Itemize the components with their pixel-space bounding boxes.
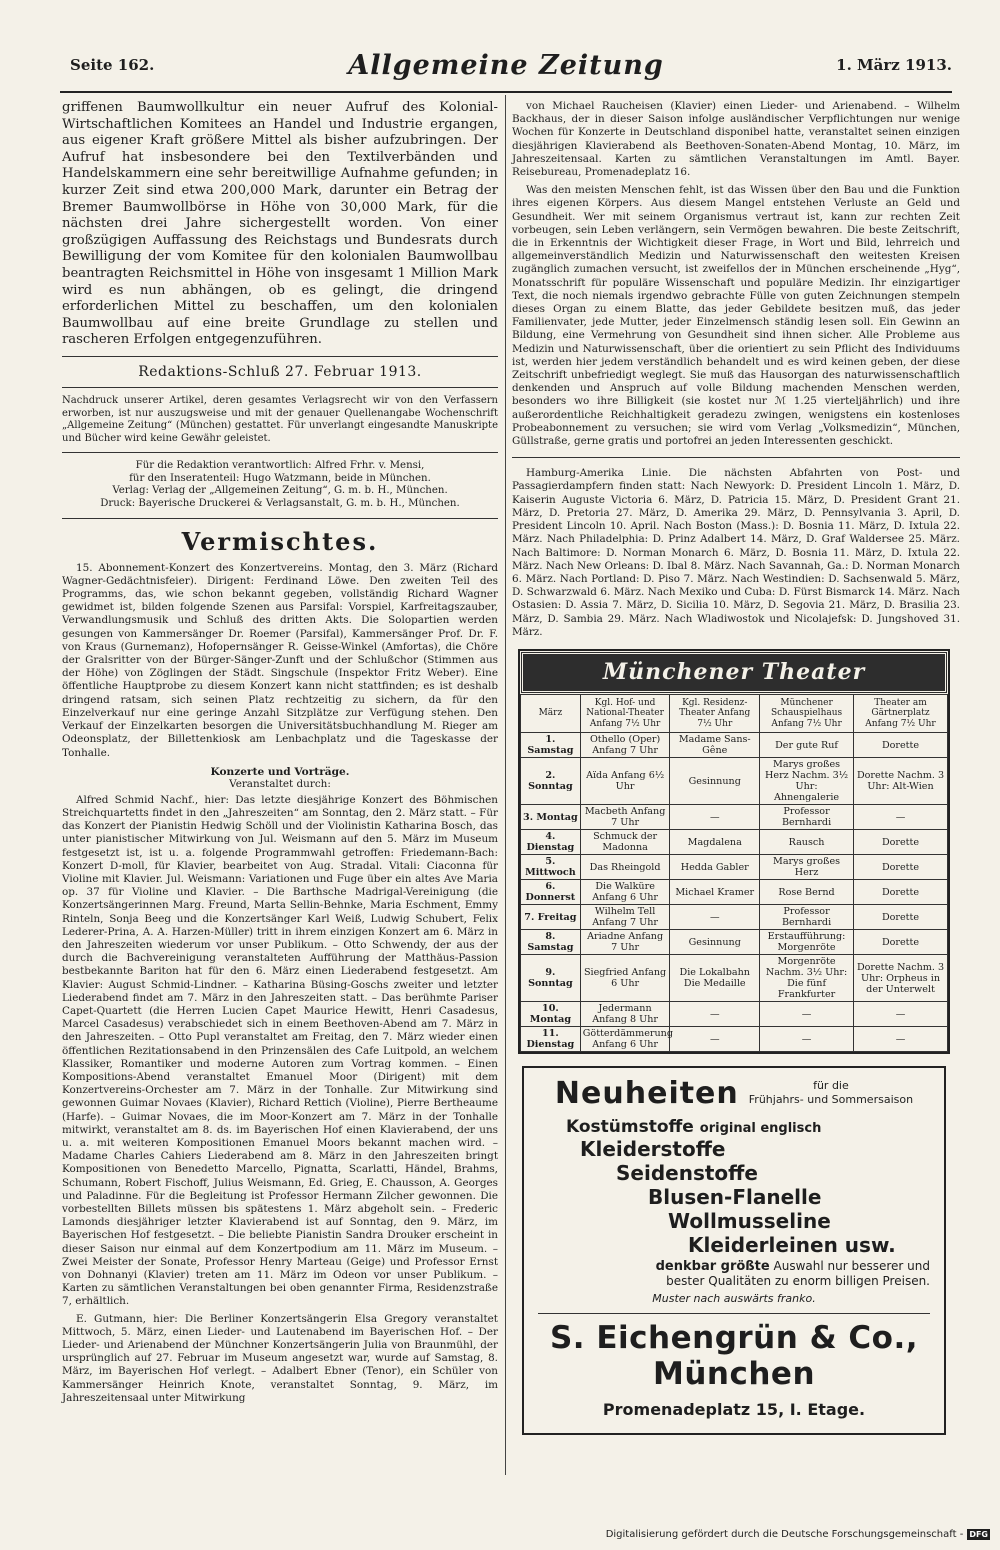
table-row xyxy=(521,930,948,955)
table-cell: — xyxy=(854,805,948,830)
ad-headline: Neuheiten xyxy=(554,1076,739,1112)
ad-item xyxy=(566,1117,930,1137)
table-cell: Erstaufführung: Morgenröte xyxy=(760,930,854,955)
day-cell: 8. Samstag xyxy=(521,930,581,955)
imprint-line: Druck: Bayerische Druckerei & Verlagsanstalt, G. m. b. H., München. xyxy=(100,498,460,510)
divider xyxy=(62,452,498,453)
day-cell: 9. Sonntag xyxy=(521,955,581,1002)
col-header: Theater am Gärtnerplatz Anfang 7½ Uhr xyxy=(854,694,948,733)
table-row xyxy=(521,805,948,830)
day-cell: 7. Freitag xyxy=(521,905,581,930)
page-header xyxy=(60,50,952,86)
table-row xyxy=(521,758,948,805)
day-cell: 4. Dienstag xyxy=(521,830,581,855)
table-row xyxy=(521,905,948,930)
day-cell: 3. Montag xyxy=(521,805,581,830)
day-cell: 5. Mittwoch xyxy=(521,855,581,880)
raucheisen-paragraph: von Michael Raucheisen (Klavier) einen Lieder- und Arienabend. – Wilhelm Backhaus, der in dieser Saison infolge ausländischer Verpflichtungen nur wenige Wochen für Konzerte in Deutschland disponibel hatte, veranstaltet seinen einzigen diesjährigen Klavierabend als Beethoven-Sonaten-Abend Montag, 10. März, im Jahreszeitensaal. Karten zu sämtlichen Veranstaltungen im Amtl. Bayer. Reisebureau, Promenadeplatz 16. xyxy=(512,100,960,179)
left-column xyxy=(62,100,498,1405)
theatre-title: Münchener Theater xyxy=(520,651,948,694)
ad-header xyxy=(538,1076,930,1111)
table-cell: Aïda Anfang 6½ Uhr xyxy=(580,758,670,805)
day-cell: 11. Dienstag xyxy=(521,1027,581,1052)
table-cell: Das Rheingold xyxy=(580,855,670,880)
ad-item: Kleiderstoffe xyxy=(580,1137,726,1162)
table-cell: Gesinnung xyxy=(670,930,760,955)
table-cell: Dorette xyxy=(854,930,948,955)
table-row xyxy=(521,855,948,880)
ad-text: bester Qualitäten zu enorm billigen Preisen. xyxy=(666,1274,930,1289)
footer-text: Digitalisierung gefördert durch die Deutsche Forschungsgemeinschaft - xyxy=(605,1529,964,1540)
divider xyxy=(62,387,498,388)
concerts-heading: Konzerte und Vorträge. xyxy=(210,765,350,778)
advertisement xyxy=(522,1066,946,1435)
table-cell: Marys großes Herz Nachm. 3½ Uhr: Ahnengalerie xyxy=(760,758,854,805)
ad-item: Blusen-Flanelle xyxy=(648,1185,822,1210)
concert-club-paragraph: 15. Abonnement-Konzert des Konzertvereins. Montag, den 3. März (Richard Wagner-Gedächtnisfeier). Dirigent: Ferdinand Löwe. Den zweiten Teil des Programms, das, wie schon bekannt gegeben, vollständig Richard Wagner gewidmet ist, bilden folgende Szenen aus Parsifal: Vorspiel, Karfreitagszauber, Verwandlungsmusik und Schluß des dritten Akts. Die Solopartien werden gesungen von Kammersänger Dr. Roemer (Parsifal), Kammersänger Prof. Dr. F. von Kraus (Gurnemanz), Hofopernsänger R. Geisse-Winkel (Amfortas), die Chöre der Gralsritter von der Bürger-Sänger-Zunft und der Schlußchor (Stimmen aus der Höhe) von Zöglingen der Städt. Singschule (Inspektor Fritz Weber). Eine öffentliche Hauptprobe zu diesem Konzert kann nicht stattfinden; es ist deshalb dringend ratsam, sich seinen Platz rechtzeitig zu sichern, da für den Einzelverkauf nur eine geringe Anzahl Sitzplätze zur Verfügung stehen. Den Verkauf der Einzelkarten besorgen die Universitätsbuchhandlung M. Rieger am Odeonsplatz, der Billettenkiosk am Lenbachplatz und die Tageskasse der Tonhalle. xyxy=(62,561,498,759)
hyg-paragraph: Was den meisten Menschen fehlt, ist das Wissen über den Bau und die Funktion ihres eigenen Körpers. Aus diesem Mangel entstehen Verluste an Geld und Gesundheit. Wer mit seinem Organismus vertraut ist, kann zur rechten Zeit vorbeugen, sein Leben verlängern, sein Vermögen bewahren. Die beste Zeitschrift, die in Erkenntnis der Wichtigkeit dieser Frage, in Wort und Bild, lehrreich und allgemeinverständlich Medizin und Naturwissenschaft den weitesten Kreisen zugänglich zumachen versucht, ist zweifellos der in München erscheinende „Hyg“, Monatsschrift für populäre Wissenschaft und populäre Medizin. Ihr einzigartiger Text, die noch niemals irgendwo gebrachte Fülle von guten Zeichnungen stempeln dieses Organ zu einem Blatte, das jeder Gebildete besitzen muß, das jeder Familienvater, jede Mutter, jeder Einzelmensch ständig lesen soll. Ein Gewinn an Bildung, eine Vermehrung von Gesundheit sind ihnen sicher. Alle Probleme aus Medizin und Naturwissenschaft, über die orientiert zu sein Pflicht des Individuums ist, werden hier jedem verständlich behandelt und es wird keinen geben, der diese Zeitschrift unbefriedigt weglegt. Sie muß das Hausorgan des naturwissenschaftlich denkenden und Anspruch auf volle Bildung machenden Menschen werden, besonders wo ihre Billigkeit (sie kostet nur ℳ 1.25 vierteljährlich) und ihre außerordentliche Reichhaltigkeit geradezu zwingen, wenigstens ein kostenloses Probeabonnement zu versuchen; sie wird vom Verlag „Volksmedizin“, München, Güllstraße, gerne gratis und portofrei an jeden Interessenten geschickt. xyxy=(512,184,960,448)
table-cell: — xyxy=(670,1027,760,1052)
table-cell: Rose Bernd xyxy=(760,880,854,905)
table-row xyxy=(521,830,948,855)
gutmann-paragraph: E. Gutmann, hier: Die Berliner Konzertsängerin Elsa Gregory veranstaltet Mittwoch, 5. März, einen Lieder- und Lautenabend im Bayerischen Hof. – Der Lieder- und Arienabend der Münchner Konzertsängerin Julia von Braunmühl, der ursprünglich auf 27. Februar im Museum angesetzt war, wurde auf Samstag, 8. März, im Bayerischen Hof verlegt. – Adalbert Ebner (Tenor), ein Schüler von Kammersänger Heinrich Knote, veranstaltet Sonntag, 9. März, im Jahreszeitensaal unter Mitwirkung xyxy=(62,1312,498,1404)
col-header: Kgl. Hof- und National-Theater Anfang 7½ Uhr xyxy=(580,694,670,733)
col-header: März xyxy=(521,694,581,733)
divider xyxy=(62,518,498,519)
table-cell: Dorette xyxy=(854,855,948,880)
page-number: Seite 162. xyxy=(70,56,155,74)
table-cell: Dorette Nachm. 3 Uhr: Alt-Wien xyxy=(854,758,948,805)
table-cell: Professor Bernhardi xyxy=(760,805,854,830)
ad-item-note: original englisch xyxy=(699,1121,822,1137)
imprint-line: Verlag: Verlag der „Allgemeinen Zeitung“, G. m. b. H., München. xyxy=(112,485,448,497)
table-cell: — xyxy=(670,1002,760,1027)
column-divider xyxy=(505,95,506,1475)
theatre-schedule xyxy=(518,649,950,1055)
table-cell: Dorette xyxy=(854,880,948,905)
table-cell: Hedda Gabler xyxy=(670,855,760,880)
reprint-notice: Nachdruck unserer Artikel, deren gesamtes Verlagsrecht wir von den Verfassern erworben, ist nur auszugsweise und mit der genauer Quellenangabe Wochenschrift „Allgemeine Zeitung“ (München) gestattet. Für unverlangt eingesandte Manuskripte und Bücher wird keine Gewähr geleistet. xyxy=(62,394,498,444)
table-cell: Wilhelm Tell Anfang 7 Uhr xyxy=(580,905,670,930)
ad-item: Kleiderleinen usw. xyxy=(688,1233,896,1258)
table-row xyxy=(521,1002,948,1027)
table-cell: Rausch xyxy=(760,830,854,855)
col-header: Kgl. Residenz-Theater Anfang 7½ Uhr xyxy=(670,694,760,733)
header-rule xyxy=(60,91,952,93)
table-cell: — xyxy=(670,805,760,830)
section-title-vermischtes: Vermischtes. xyxy=(181,526,379,556)
table-cell: Magdalena xyxy=(670,830,760,855)
table-cell: Ariadne Anfang 7 Uhr xyxy=(580,930,670,955)
table-cell: — xyxy=(670,905,760,930)
table-row xyxy=(521,955,948,1002)
table-cell: Dorette Nachm. 3 Uhr: Orpheus in der Unterwelt xyxy=(854,955,948,1002)
table-cell: Die Walküre Anfang 6 Uhr xyxy=(580,880,670,905)
issue-date: 1. März 1913. xyxy=(836,56,952,74)
masthead-title: Allgemeine Zeitung xyxy=(348,50,664,81)
table-cell: Dorette xyxy=(854,830,948,855)
day-cell: 6. Donnerst xyxy=(521,880,581,905)
table-cell: — xyxy=(854,1002,948,1027)
ad-season xyxy=(749,1079,913,1111)
table-cell: — xyxy=(760,1027,854,1052)
table-cell: — xyxy=(760,1002,854,1027)
table-cell: Dorette xyxy=(854,905,948,930)
col-header: Münchener Schauspielhaus Anfang 7½ Uhr xyxy=(760,694,854,733)
table-cell: — xyxy=(854,1027,948,1052)
table-cell: Marys großes Herz xyxy=(760,855,854,880)
table-cell: Madame Sans-Gêne xyxy=(670,733,760,758)
ad-samples-note: Muster nach auswärts franko. xyxy=(652,1292,816,1306)
theatre-table xyxy=(520,694,948,1053)
table-cell: Götterdämmerung Anfang 6 Uhr xyxy=(580,1027,670,1052)
ad-item: Wollmusseline xyxy=(668,1209,831,1234)
ad-divider xyxy=(538,1313,930,1314)
ad-selection-text xyxy=(538,1259,930,1288)
imprint-line: Für die Redaktion verantwortlich: Alfred Frhr. v. Mensi, xyxy=(135,460,425,472)
table-cell: Morgenröte Nachm. 3½ Uhr: Die fünf Frankfurter xyxy=(760,955,854,1002)
imprint-line: für den Inseratenteil: Hugo Watzmann, beide in München. xyxy=(129,472,431,484)
ad-item-label: Kostümstoffe xyxy=(566,1117,694,1138)
ad-item: Seidenstoffe xyxy=(616,1161,758,1186)
ad-for-label: für die xyxy=(813,1079,849,1093)
dfg-logo: DFG xyxy=(969,1530,988,1539)
table-cell: Siegfried Anfang 6 Uhr xyxy=(580,955,670,1002)
table-cell: Michael Kramer xyxy=(670,880,760,905)
day-cell: 10. Montag xyxy=(521,1002,581,1027)
table-cell: Schmuck der Madonna xyxy=(580,830,670,855)
table-cell: Jedermann Anfang 8 Uhr xyxy=(580,1002,670,1027)
divider xyxy=(512,457,960,458)
schmid-paragraph: Alfred Schmid Nachf., hier: Das letzte diesjährige Konzert des Böhmischen Streichquartetts findet in den „Jahreszeiten“ am Sonntag, den 2. März statt. – Für das Konzert der Pianistin Hedwig Schöll und der Violinistin Katharina Bosch, das unter pianistischer Mitwirkung von Jul. Weismann auf den 5. März im Museum festgesetzt ist, ist u. a. folgende Programmwahl getroffen: Friedemann-Bach: Konzert D-moll, für Klavier, bearbeitet von Aug. Stradal. Vitali: Ciaconna für Violine mit Klavier. Jul. Weismann: Variationen und Fuge über ein altes Ave Maria op. 37 für Violine und Klavier. – Die Barthsche Madrigal-Vereinigung (die Konzertsängerinnen Marg. Freund, Marta Sellin-Behnke, Maria Eschment, Emmy Rinteln, Sonja Beeg und die Konzertsänger Karl Weiß, Ludwig Schubert, Felix Lederer-Prina, A. A. Harzen-Müller) tritt in ihrem einzigen Konzert am 6. März in den Jahreszeiten wiederum vor unser Publikum. – Otto Schwendy, der aus der durch die Bachvereinigung veranstalteten Aufführung der Matthäus-Passion bestbekannte Bariton hat für den 6. März einen Liederabend festgesetzt. Am Klavier: August Schmid-Lindner. – Katharina Büsing-Goschs zweiter und letzter Liederabend findet am 7. März in den Jahreszeiten statt. – Das berühmte Pariser Capet-Quartett (die Herren Lucien Capet Maurice Hewitt, Henri Casadesus, Marcel Casadesus) verabschiedet sich in einem Beethoven-Abend am 7. März in den Jahreszeiten. – Otto Pupl veranstaltet am Freitag, den 7. März wieder einen öffentlichen Rezitationsabend in den Prinzensälen des Cafe Luitpold, an welchem Klassiker, Romantiker und moderne Autoren zum Vortrag kommen. – Einen Kompositions-Abend veranstaltet Emanuel Moor (Dirigent) mit dem Konzertvereins-Orchester am 7. März in der Tonhalle. Zur Mitwirkung sind gewonnen Guimar Novaes (Klavier), Richard Rettich (Violine), Pierre Bertheaume (Harfe). – Guimar Novaes, die im Moor-Konzert am 7. März in der Tonhalle mitwirkt, veranstaltet am 8. ds. im Bayerischen Hof einen Klavierabend, der uns u. a. mit weiteren Kompositionen Emanuel Moors bekannt machen wird. – Madame Charles Cahiers Liederabend am 8. März in den Jahreszeiten bringt Kompositionen von Benedetto Marcello, Pignatta, Scarlatti, Händel, Brahms, Schumann, Robert Fischoff, Julius Weismann, Ed. Grieg, E. Chausson, A. Georges und Paladinne. Für die Begleitung ist Professor Hermann Zilcher gewonnen. Die vorbestellten Billets müssen bis spätestens 1. März abgeholt sein. – Frederic Lamonds diesjähriger letzter Klavierabend ist auf Sonntag, den 9. März, im Bayerischen Hof festgesetzt. – Die beliebte Pianistin Sandra Drouker erscheint in dieser Saison nur einmal auf dem Konzertpodium am 11. März im Museum. – Zwei Meister der Sonate, Professor Henry Marteau (Geige) und Professor Ernst von Dohnanyi (Klavier) treten am 11. März im Odeon vor unser Publikum. – Karten zu sämtlichen Veranstaltungen bei oben genannter Firma, Residenzstraße 7, erhältlich. xyxy=(62,793,498,1308)
table-cell: Der gute Ruf xyxy=(760,733,854,758)
table-cell: Professor Bernhardi xyxy=(760,905,854,930)
divider xyxy=(62,356,498,357)
ad-address: Promenadeplatz 15, I. Etage. xyxy=(602,1400,866,1420)
table-header-row xyxy=(521,694,948,733)
table-cell: Gesinnung xyxy=(670,758,760,805)
table-cell: Die Lokalbahn Die Medaille xyxy=(670,955,760,1002)
table-cell: Dorette xyxy=(854,733,948,758)
day-cell: 1. Samstag xyxy=(521,733,581,758)
ad-season-label: Frühjahrs- und Sommersaison xyxy=(748,1093,914,1107)
imprint xyxy=(62,460,498,510)
ad-firm-name: S. Eichengrün & Co., München xyxy=(549,1320,919,1393)
table-cell: Macbeth Anfang 7 Uhr xyxy=(580,805,670,830)
editorial-deadline: Redaktions-Schluß 27. Februar 1913. xyxy=(138,363,422,380)
right-column xyxy=(512,100,960,1435)
table-cell: Othello (Oper) Anfang 7 Uhr xyxy=(580,733,670,758)
organized-by-heading: Veranstaltet durch: xyxy=(229,777,331,790)
table-row xyxy=(521,1027,948,1052)
ad-emphasis: denkbar größte xyxy=(655,1259,770,1275)
table-row xyxy=(521,880,948,905)
digitization-footer xyxy=(606,1529,990,1540)
table-row xyxy=(521,733,948,758)
day-cell: 2. Sonntag xyxy=(521,758,581,805)
ad-text: Auswahl nur besserer und xyxy=(773,1259,930,1274)
hapag-paragraph: Hamburg-Amerika Linie. Die nächsten Abfahrten von Post- und Passagierdampfern finden statt: Nach Newyork: D. President Lincoln 1. März, D. Kaiserin Auguste Victoria 6. März, D. Patricia 15. März, D. President Grant 21. März, D. Pretoria 27. März, D. Amerika 29. März, D. Pennsylvania 3. April, D. President Lincoln 10. April. Nach Boston (Mass.): D. Bosnia 11. März, D. Ixtula 22. März. Nach Philadelphia: D. Prinz Adalbert 14. März, D. Graf Waldersee 25. März. Nach Baltimore: D. Norman Monarch 6. März, D. Bosnia 11. März, D. Ixtula 22. März. Nach New Orleans: D. Ibal 8. März. Nach Savannah, Ga.: D. Norman Monarch 6. März. Nach Portland: D. Piso 7. März. Nach Westindien: D. Sachsenwald 5. März, D. Schwarzwald 6. März. Nach Mexiko und Cuba: D. Fürst Bismarck 14. März. Nach Ostasien: D. Assia 7. März, D. Sicilia 10. März, D. Segovia 21. März, D. Brasilia 23. März, D. Sambia 29. März. Nach Wladiwostok und Nicolajefsk: D. Jungshoved 31. März. xyxy=(512,467,960,638)
cotton-article-ending: griffenen Baumwollkultur ein neuer Aufruf des Kolonial-Wirtschaftlichen Komitees an Handel und Industrie ergangen, aus eigener Kraft größere Mittel als bisher aufzubringen. Der Aufruf hat insbesondere bei den Textilverbänden und Handelskammern eine sehr bereitwillige Aufnahme gefunden; in kurzer Zeit sind etwa 200,000 Mark, darunter ein Betrag der Bremer Baumwollbörse in Höhe von 30,000 Mark, für die nächsten drei Jahre sichergestellt worden. Von einer großzügigen Auffassung des Reichstags und Bundesrats durch Bewilligung der vom Komitee für den kolonialen Baumwollbau beantragten Reichsmittel in Höhe von insgesamt 1 Million Mark wird es nun abhängen, ob es gelingt, die dringend erforderlichen Mittel zu beschaffen, um den kolonialen Baumwollbau auf eine breite Grundlage zu stellen und rascheren Erfolgen entgegenzuführen. xyxy=(62,100,498,348)
